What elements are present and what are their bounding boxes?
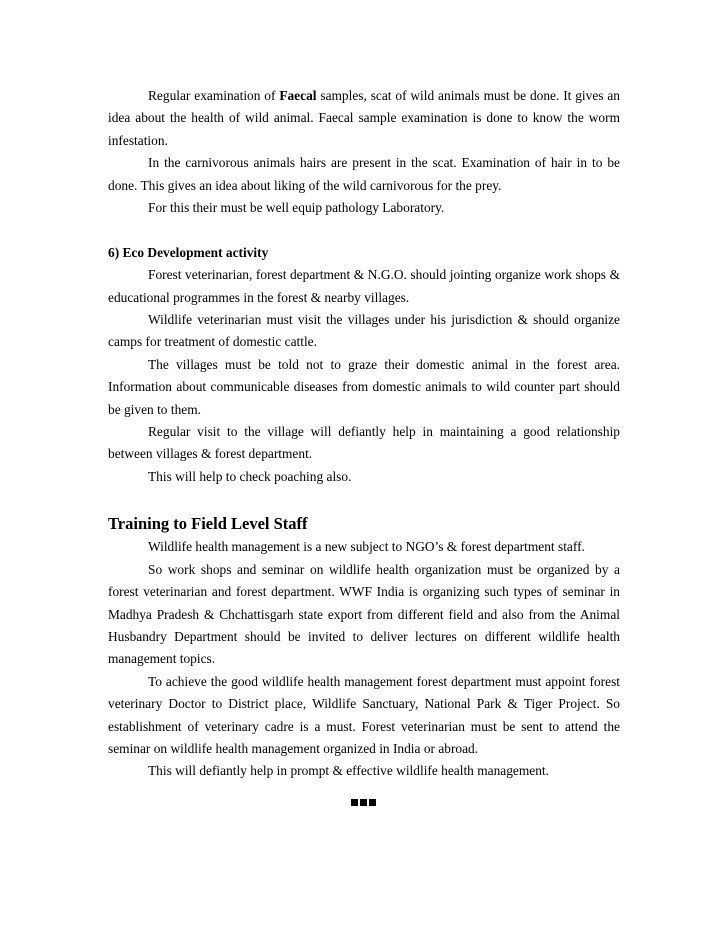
spacer <box>108 219 620 241</box>
training-paragraph: This will defiantly help in prompt & effective wildlife health management. <box>148 763 549 779</box>
eco-paragraph: This will help to check poaching also. <box>148 468 352 484</box>
eco-development-heading: 6) Eco Development activity <box>108 244 269 260</box>
eco-paragraph: Wildlife veterinarian must visit the villages under his jurisdiction & should organize camps for treatment of domestic cattle. <box>108 312 620 350</box>
square-icon <box>351 799 358 806</box>
faecal-examination-paragraph <box>108 85 620 152</box>
text-run: Regular examination of <box>148 88 280 103</box>
square-icon <box>360 799 367 806</box>
training-paragraph: So work shops and seminar on wildlife health organization must be organized by a forest veterinarian and forest department. WWF India is organizing such types of seminar in Madhya Pradesh & Chchattisgarh state export from different field and also from the Animal Husbandry Department should be invited to deliver lectures on different wildlife health management topics. <box>108 561 620 667</box>
training-paragraph: Wildlife health management is a new subject to NGO’s & forest department staff. <box>148 539 585 555</box>
pathology-lab-paragraph: For this their must be well equip pathology Laboratory. <box>148 200 445 216</box>
three-black-squares-icon <box>108 799 620 806</box>
text-run: samples, scat of wild animals must be done. It gives an idea about the health of wild animal. Faecal sample examination is done to know the worm infestation. <box>108 88 620 148</box>
bold-term: Faecal <box>279 88 317 103</box>
training-heading: Training to Field Level Staff <box>108 514 308 534</box>
eco-paragraph: The villages must be told not to graze their domestic animal in the forest area. Information about communicable diseases from domestic animals to wild counter part should be given to them. <box>108 356 620 417</box>
hair-examination-paragraph: In the carnivorous animals hairs are present in the scat. Examination of hair in to be done. This gives an idea about liking of the wild carnivorous for the prey. <box>108 155 620 193</box>
square-icon <box>369 799 376 806</box>
eco-paragraph: Forest veterinarian, forest department & N.G.O. should jointing organize work shops & educational programmes in the forest & nearby villages. <box>108 267 620 305</box>
spacer <box>108 488 620 508</box>
eco-paragraph: Regular visit to the village will defiantly help in maintaining a good relationship between villages & forest department. <box>108 424 620 462</box>
training-paragraph: To achieve the good wildlife health management forest department must appoint forest veterinary Doctor to District place, Wildlife Sanctuary, National Park & Tiger Project. So establishment of veterinary cadre is a must. Forest veterinarian must be sent to attend the seminar on wildlife health management organized in India or abroad. <box>108 673 620 756</box>
